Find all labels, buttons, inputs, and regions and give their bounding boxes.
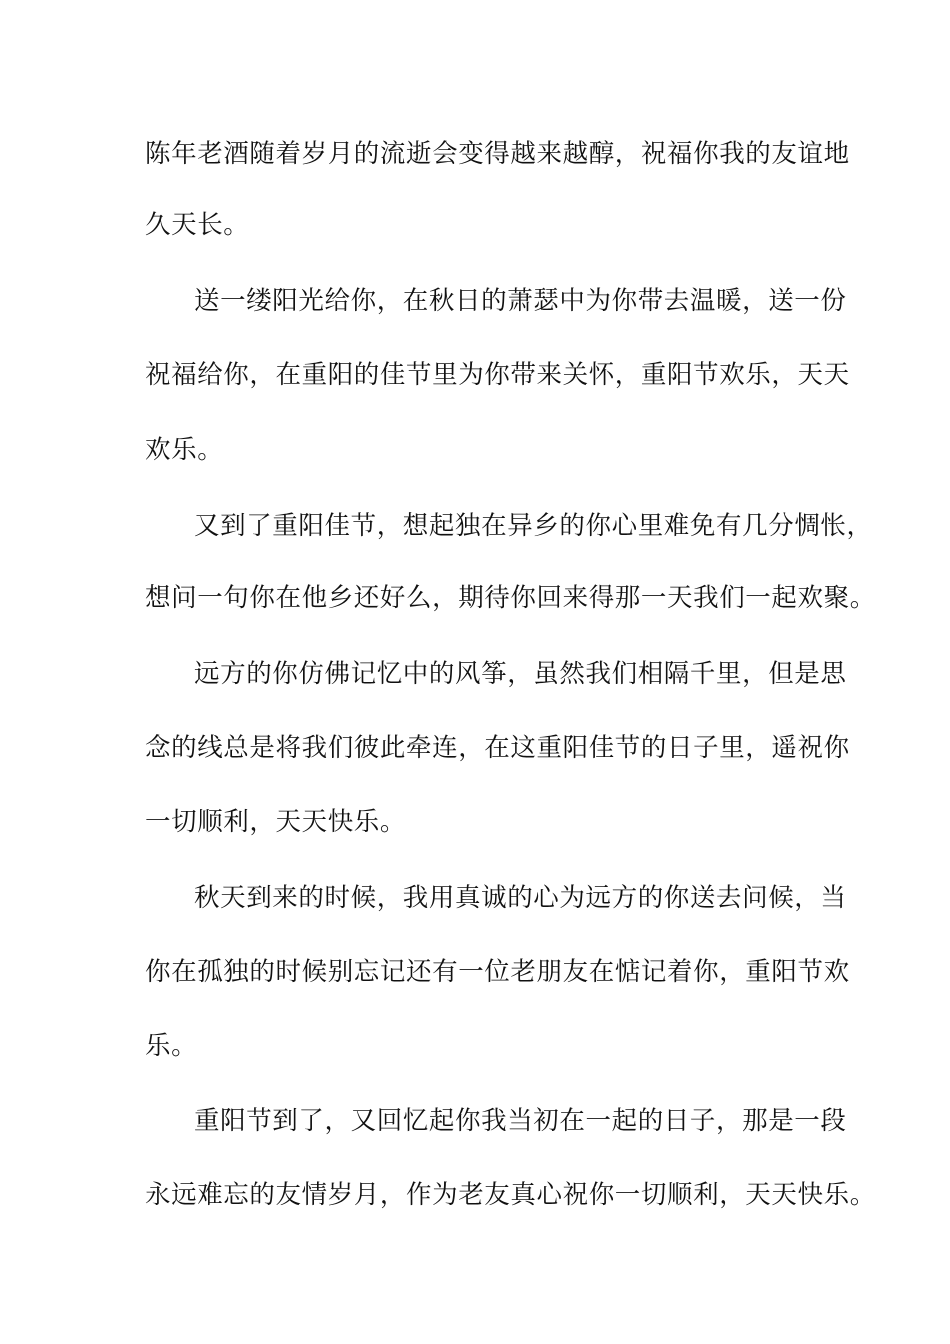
text-line: 一切顺利，天天快乐。 <box>145 807 407 837</box>
paragraph-start-line: 重阳节到了，又回忆起你我当初在一起的日子，那是一段 <box>194 1106 847 1136</box>
text-line: 念的线总是将我们彼此牵连，在这重阳佳节的日子里，遥祝你 <box>145 733 850 763</box>
text-line: 永远难忘的友情岁月，作为老友真心祝你一切顺利，天天快乐。 <box>145 1180 876 1210</box>
paragraph-start-line: 又到了重阳佳节，想起独在异乡的你心里难免有几分惆怅， <box>194 511 873 541</box>
text-line: 祝福给你，在重阳的佳节里为你带来关怀，重阳节欢乐，天天 <box>145 360 850 390</box>
paragraph-start-line: 远方的你仿佛记忆中的风筝，虽然我们相隔千里，但是思 <box>194 659 847 689</box>
paragraph-start-line: 秋天到来的时候，我用真诚的心为远方的你送去问候，当 <box>194 883 847 913</box>
paragraph-start-line: 送一缕阳光给你，在秋日的萧瑟中为你带去温暖，送一份 <box>194 286 847 316</box>
text-line: 久天长。 <box>145 210 250 240</box>
text-line: 乐。 <box>145 1031 198 1061</box>
text-line: 陈年老酒随着岁月的流逝会变得越来越醇，祝福你我的友谊地 <box>145 139 850 169</box>
text-line: 想问一句你在他乡还好么，期待你回来得那一天我们一起欢聚。 <box>145 583 876 613</box>
text-line: 欢乐。 <box>145 435 224 465</box>
text-line: 你在孤独的时候别忘记还有一位老朋友在惦记着你，重阳节欢 <box>145 957 850 987</box>
